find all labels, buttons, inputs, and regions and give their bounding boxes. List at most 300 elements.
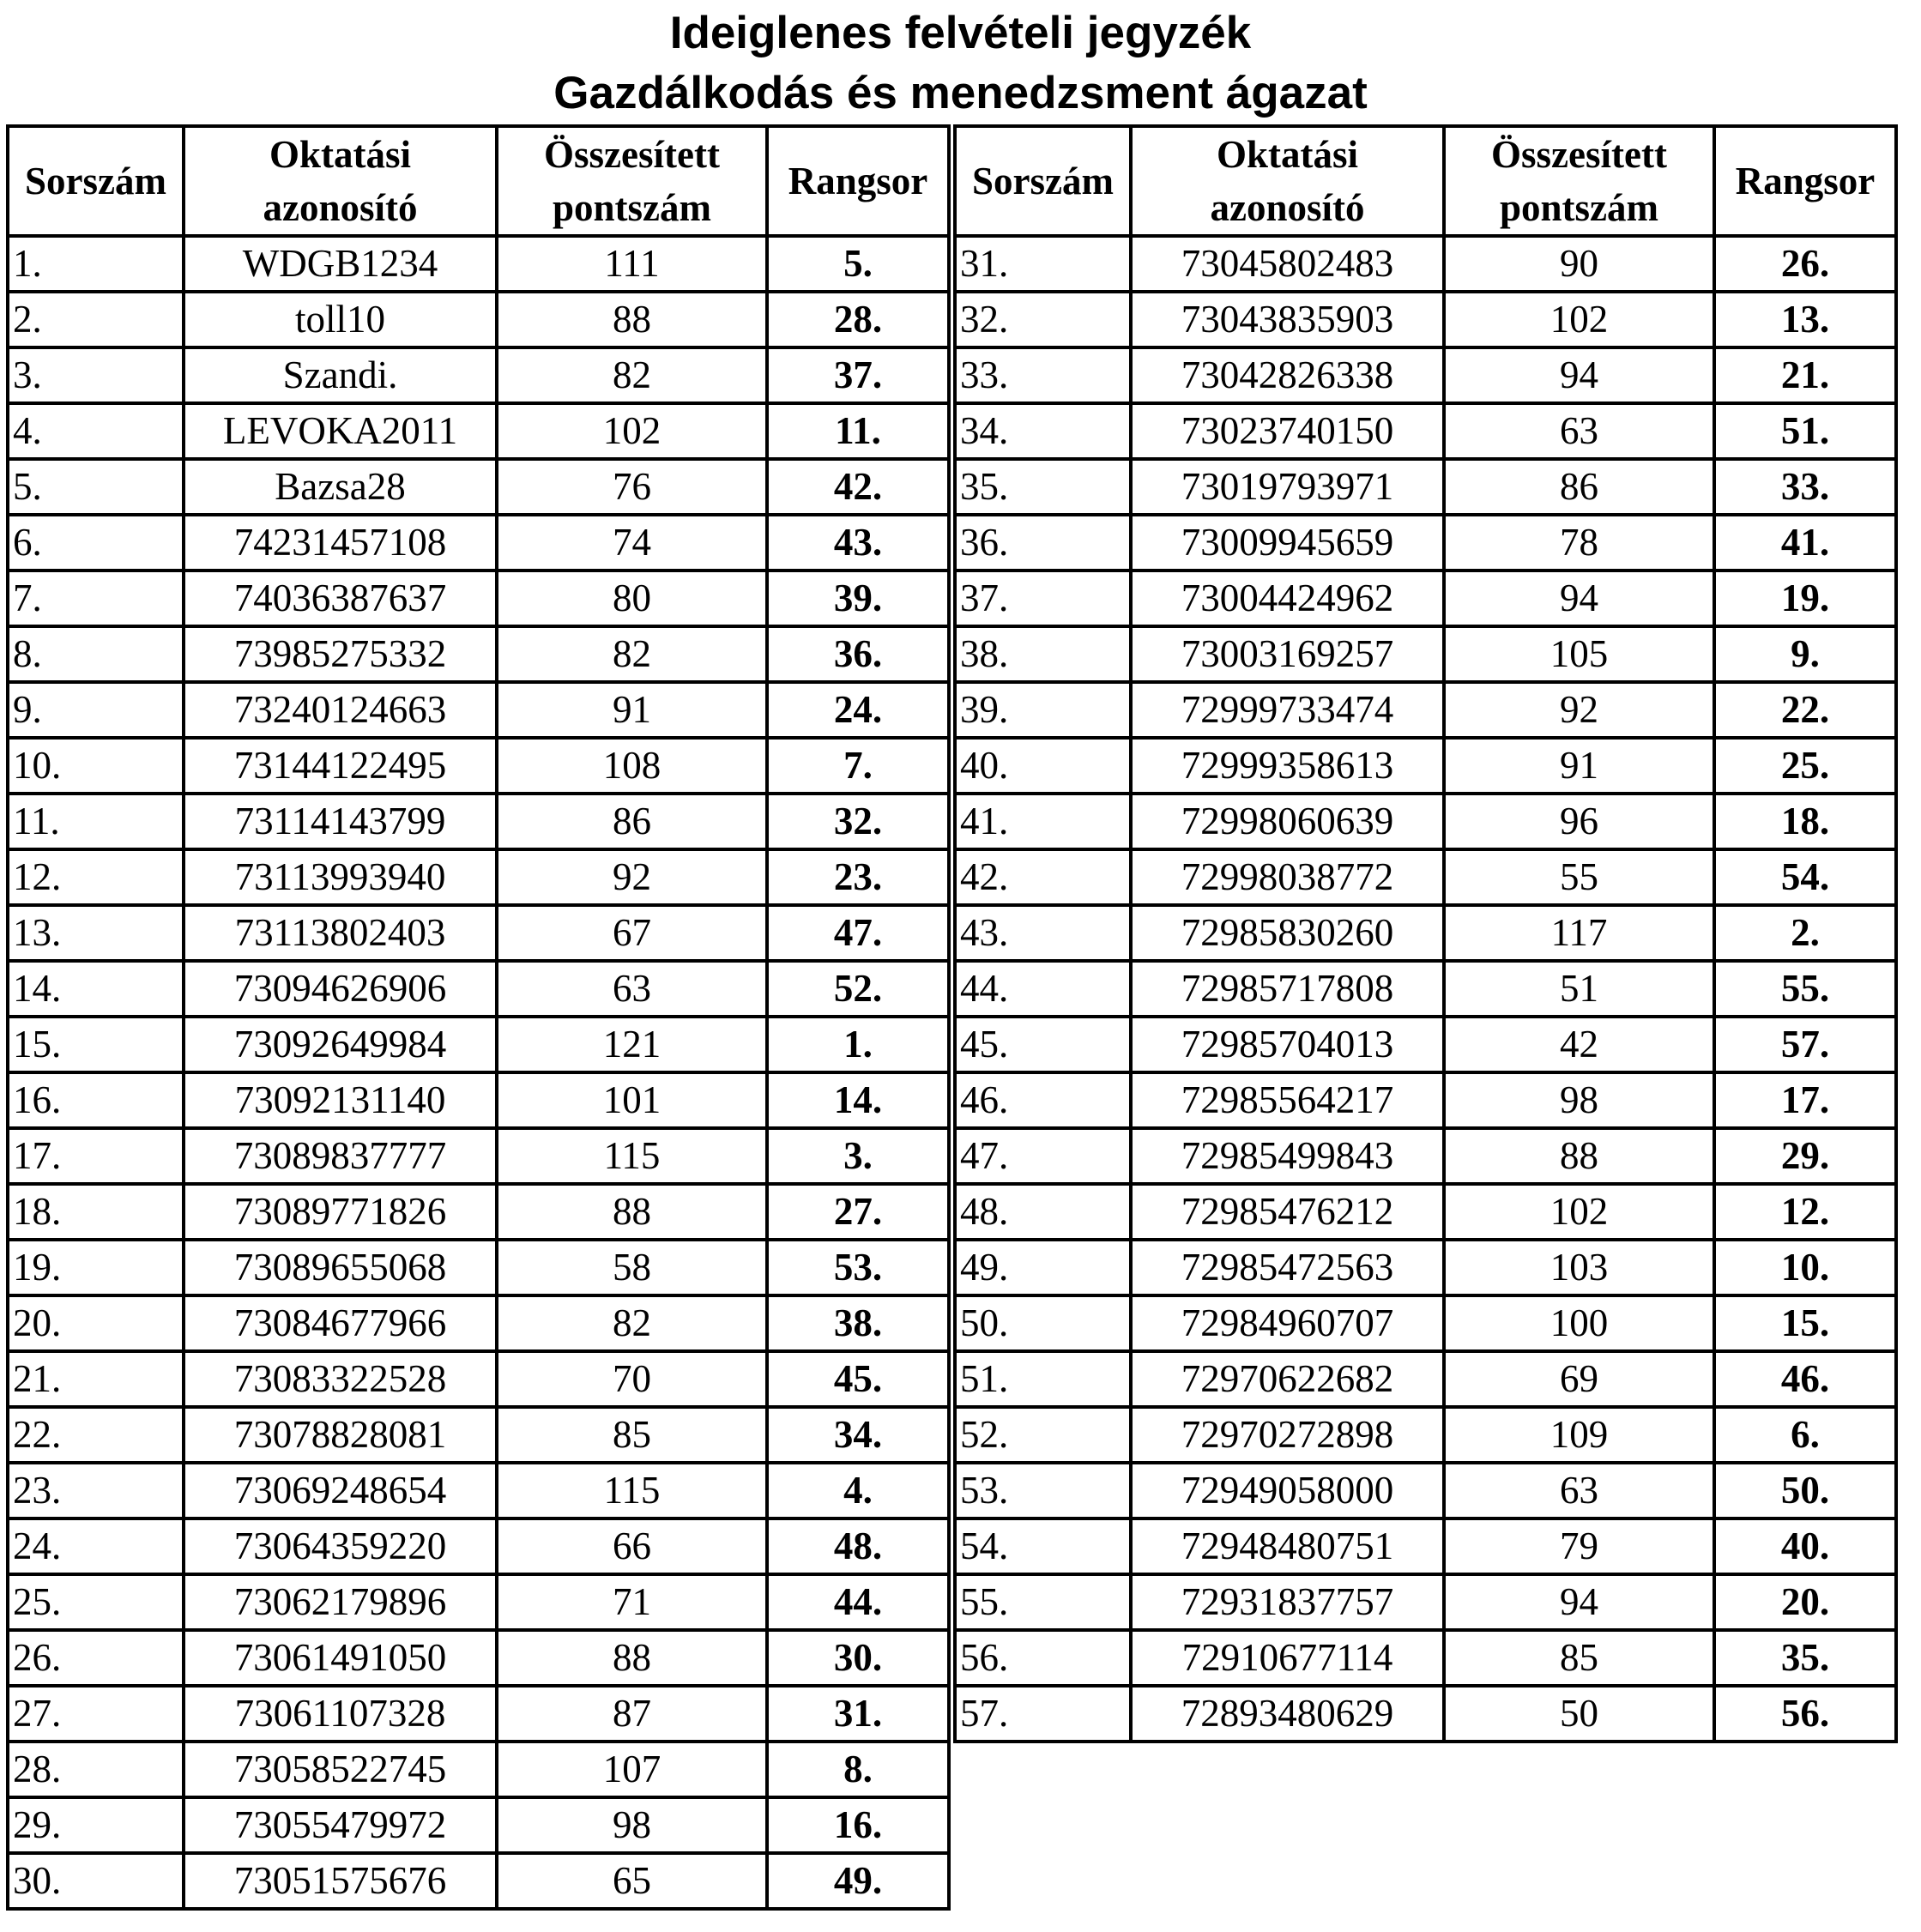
cell-rangsor: 4. [767,1463,949,1518]
cell-oktatasi-azonosito: LEVOKA2011 [184,403,497,459]
cell-rangsor: 14. [767,1072,949,1128]
cell-pontszam: 111 [497,236,767,292]
cell-sorszam: 47. [955,1128,1131,1184]
cell-sorszam: 56. [955,1630,1131,1686]
cell-pontszam: 94 [1444,347,1714,403]
header-sorszam-label: Sorszám [25,160,166,202]
cell-sorszam: 37. [955,571,1131,626]
cell-rangsor: 48. [767,1518,949,1574]
header-oktatasi-line1: Oktatási [269,133,411,176]
table-row [955,626,1896,682]
cell-rangsor: 15. [1714,1295,1896,1351]
cell-oktatasi-azonosito: 73064359220 [184,1518,497,1574]
table-row [955,794,1896,849]
cell-pontszam: 58 [497,1240,767,1295]
table-row [8,1017,949,1072]
cell-sorszam: 15. [8,1017,184,1072]
cell-sorszam: 49. [955,1240,1131,1295]
table-row [955,1574,1896,1630]
cell-sorszam: 53. [955,1463,1131,1518]
cell-sorszam: 36. [955,515,1131,571]
table-row [955,738,1896,794]
table-row [955,1184,1896,1240]
ranking-table-left [6,124,951,1911]
cell-sorszam: 44. [955,961,1131,1017]
cell-rangsor: 53. [767,1240,949,1295]
cell-rangsor: 44. [767,1574,949,1630]
cell-oktatasi-azonosito: 72985717808 [1131,961,1444,1017]
cell-sorszam: 18. [8,1184,184,1240]
cell-oktatasi-azonosito: 72985704013 [1131,1017,1444,1072]
cell-oktatasi-azonosito: toll10 [184,292,497,347]
cell-oktatasi-azonosito: 73051575676 [184,1853,497,1909]
table-row [955,1686,1896,1742]
table-row [955,571,1896,626]
cell-oktatasi-azonosito: 72998038772 [1131,849,1444,905]
cell-oktatasi-azonosito: 73240124663 [184,682,497,738]
cell-pontszam: 105 [1444,626,1714,682]
table-row [8,292,949,347]
cell-sorszam: 34. [955,403,1131,459]
cell-oktatasi-azonosito: 73078828081 [184,1407,497,1463]
cell-pontszam: 82 [497,626,767,682]
table-row [8,1295,949,1351]
cell-oktatasi-azonosito: 73055479972 [184,1797,497,1853]
cell-pontszam: 117 [1444,905,1714,961]
cell-sorszam: 50. [955,1295,1131,1351]
cell-oktatasi-azonosito: 73004424962 [1131,571,1444,626]
cell-oktatasi-azonosito: 73061107328 [184,1686,497,1742]
cell-rangsor: 37. [767,347,949,403]
table-row [8,626,949,682]
cell-pontszam: 63 [497,961,767,1017]
table-row [8,403,949,459]
cell-pontszam: 66 [497,1518,767,1574]
cell-pontszam: 86 [497,794,767,849]
header-rangsor-label: Rangsor [1735,160,1876,202]
cell-oktatasi-azonosito: 73089771826 [184,1184,497,1240]
cell-sorszam: 46. [955,1072,1131,1128]
cell-pontszam: 71 [497,1574,767,1630]
cell-rangsor: 19. [1714,571,1896,626]
cell-rangsor: 41. [1714,515,1896,571]
cell-oktatasi-azonosito: Szandi. [184,347,497,403]
cell-sorszam: 7. [8,571,184,626]
header-row [8,126,949,236]
cell-sorszam: 14. [8,961,184,1017]
cell-sorszam: 13. [8,905,184,961]
cell-rangsor: 25. [1714,738,1896,794]
cell-pontszam: 88 [1444,1128,1714,1184]
cell-sorszam: 28. [8,1742,184,1797]
cell-oktatasi-azonosito: 72985564217 [1131,1072,1444,1128]
cell-pontszam: 55 [1444,849,1714,905]
header-sorszam [8,126,184,236]
cell-pontszam: 50 [1444,1686,1714,1742]
cell-pontszam: 98 [497,1797,767,1853]
cell-pontszam: 101 [497,1072,767,1128]
cell-sorszam: 29. [8,1797,184,1853]
table-row [955,1351,1896,1407]
cell-sorszam: 32. [955,292,1131,347]
cell-sorszam: 12. [8,849,184,905]
header-osszesitett-line2: pontszám [552,186,711,229]
cell-oktatasi-azonosito: 72931837757 [1131,1574,1444,1630]
cell-sorszam: 30. [8,1853,184,1909]
cell-sorszam: 51. [955,1351,1131,1407]
header-rangsor-label: Rangsor [788,160,928,202]
cell-rangsor: 31. [767,1686,949,1742]
cell-rangsor: 39. [767,571,949,626]
cell-sorszam: 4. [8,403,184,459]
table-row [955,1072,1896,1128]
cell-rangsor: 46. [1714,1351,1896,1407]
cell-pontszam: 96 [1444,794,1714,849]
cell-rangsor: 49. [767,1853,949,1909]
cell-pontszam: 80 [497,571,767,626]
table-row [8,905,949,961]
cell-oktatasi-azonosito: 73144122495 [184,738,497,794]
cell-sorszam: 42. [955,849,1131,905]
cell-pontszam: 90 [1444,236,1714,292]
cell-rangsor: 1. [767,1017,949,1072]
cell-oktatasi-azonosito: 72984960707 [1131,1295,1444,1351]
cell-sorszam: 27. [8,1686,184,1742]
header-osszesitett-line2: pontszám [1499,186,1658,229]
cell-rangsor: 20. [1714,1574,1896,1630]
cell-pontszam: 70 [497,1351,767,1407]
cell-sorszam: 38. [955,626,1131,682]
table-row [955,1407,1896,1463]
cell-oktatasi-azonosito: 73023740150 [1131,403,1444,459]
ranking-table-right [953,124,1898,1743]
cell-pontszam: 63 [1444,403,1714,459]
table-row [955,849,1896,905]
cell-rangsor: 32. [767,794,949,849]
cell-rangsor: 8. [767,1742,949,1797]
table-row [955,1630,1896,1686]
cell-pontszam: 87 [497,1686,767,1742]
cell-rangsor: 27. [767,1184,949,1240]
cell-sorszam: 3. [8,347,184,403]
cell-oktatasi-azonosito: 72970622682 [1131,1351,1444,1407]
cell-sorszam: 43. [955,905,1131,961]
header-sorszam-label: Sorszám [972,160,1114,202]
cell-oktatasi-azonosito: 72999733474 [1131,682,1444,738]
header-osszesitett-pontszam [497,126,767,236]
cell-pontszam: 115 [497,1463,767,1518]
table-row [955,1518,1896,1574]
cell-rangsor: 28. [767,292,949,347]
cell-oktatasi-azonosito: 73114143799 [184,794,497,849]
cell-rangsor: 10. [1714,1240,1896,1295]
table-row [8,738,949,794]
cell-sorszam: 35. [955,459,1131,515]
cell-pontszam: 108 [497,738,767,794]
cell-rangsor: 3. [767,1128,949,1184]
cell-sorszam: 41. [955,794,1131,849]
cell-rangsor: 24. [767,682,949,738]
cell-pontszam: 92 [1444,682,1714,738]
cell-rangsor: 43. [767,515,949,571]
cell-rangsor: 29. [1714,1128,1896,1184]
cell-oktatasi-azonosito: 73043835903 [1131,292,1444,347]
cell-oktatasi-azonosito: 73113802403 [184,905,497,961]
header-oktatasi-azonosito [1131,126,1444,236]
table-row [8,515,949,571]
header-oktatasi-line1: Oktatási [1216,133,1358,176]
table-row [8,682,949,738]
cell-oktatasi-azonosito: 73042826338 [1131,347,1444,403]
table-row [955,292,1896,347]
table-row [8,459,949,515]
table-row [8,849,949,905]
cell-rangsor: 54. [1714,849,1896,905]
header-oktatasi-azonosito [184,126,497,236]
cell-pontszam: 94 [1444,571,1714,626]
cell-rangsor: 56. [1714,1686,1896,1742]
cell-rangsor: 17. [1714,1072,1896,1128]
cell-sorszam: 10. [8,738,184,794]
cell-rangsor: 9. [1714,626,1896,682]
table-row [955,459,1896,515]
cell-oktatasi-azonosito: Bazsa28 [184,459,497,515]
header-osszesitett-line1: Összesített [544,133,720,176]
cell-sorszam: 11. [8,794,184,849]
cell-pontszam: 107 [497,1742,767,1797]
table-row [955,1295,1896,1351]
cell-pontszam: 98 [1444,1072,1714,1128]
cell-oktatasi-azonosito: 73094626906 [184,961,497,1017]
header-row [955,126,1896,236]
table-row [955,1017,1896,1072]
cell-sorszam: 5. [8,459,184,515]
cell-rangsor: 47. [767,905,949,961]
cell-rangsor: 30. [767,1630,949,1686]
cell-sorszam: 40. [955,738,1131,794]
table-row [8,1630,949,1686]
cell-pontszam: 115 [497,1128,767,1184]
table-row [955,1240,1896,1295]
table-row [955,236,1896,292]
table-row [955,347,1896,403]
cell-pontszam: 76 [497,459,767,515]
cell-pontszam: 88 [497,1630,767,1686]
cell-sorszam: 54. [955,1518,1131,1574]
cell-rangsor: 11. [767,403,949,459]
header-oktatasi-line2: azonosító [263,186,418,229]
cell-pontszam: 94 [1444,1574,1714,1630]
cell-rangsor: 42. [767,459,949,515]
table-row [955,515,1896,571]
cell-oktatasi-azonosito: 73061491050 [184,1630,497,1686]
cell-rangsor: 34. [767,1407,949,1463]
table-row [8,347,949,403]
cell-pontszam: 67 [497,905,767,961]
cell-oktatasi-azonosito: 73058522745 [184,1742,497,1797]
table-row [955,682,1896,738]
cell-pontszam: 74 [497,515,767,571]
cell-rangsor: 23. [767,849,949,905]
cell-sorszam: 39. [955,682,1131,738]
table-row [8,1742,949,1797]
table-row [955,1463,1896,1518]
cell-pontszam: 102 [1444,1184,1714,1240]
cell-pontszam: 51 [1444,961,1714,1017]
table-row [955,1128,1896,1184]
cell-sorszam: 22. [8,1407,184,1463]
cell-oktatasi-azonosito: 72893480629 [1131,1686,1444,1742]
cell-pontszam: 85 [497,1407,767,1463]
cell-oktatasi-azonosito: 72999358613 [1131,738,1444,794]
table-row [8,1853,949,1909]
cell-sorszam: 17. [8,1128,184,1184]
cell-oktatasi-azonosito: 72985476212 [1131,1184,1444,1240]
cell-oktatasi-azonosito: 72998060639 [1131,794,1444,849]
cell-sorszam: 16. [8,1072,184,1128]
header-oktatasi-line2: azonosító [1210,186,1365,229]
cell-oktatasi-azonosito: 72985499843 [1131,1128,1444,1184]
table-row [8,1574,949,1630]
cell-pontszam: 63 [1444,1463,1714,1518]
table-row [8,1518,949,1574]
table-row [8,1072,949,1128]
table-row [8,1407,949,1463]
cell-pontszam: 91 [497,682,767,738]
cell-oktatasi-azonosito: 72910677114 [1131,1630,1444,1686]
table-row [955,961,1896,1017]
cell-oktatasi-azonosito: 73019793971 [1131,459,1444,515]
cell-rangsor: 6. [1714,1407,1896,1463]
cell-rangsor: 22. [1714,682,1896,738]
header-sorszam [955,126,1131,236]
table-row [8,236,949,292]
cell-oktatasi-azonosito: 72985472563 [1131,1240,1444,1295]
cell-oktatasi-azonosito: 73083322528 [184,1351,497,1407]
cell-oktatasi-azonosito: 72948480751 [1131,1518,1444,1574]
cell-sorszam: 23. [8,1463,184,1518]
cell-pontszam: 78 [1444,515,1714,571]
cell-rangsor: 38. [767,1295,949,1351]
cell-sorszam: 24. [8,1518,184,1574]
cell-oktatasi-azonosito: 73089837777 [184,1128,497,1184]
cell-sorszam: 57. [955,1686,1131,1742]
cell-rangsor: 33. [1714,459,1896,515]
cell-oktatasi-azonosito: 73113993940 [184,849,497,905]
cell-rangsor: 13. [1714,292,1896,347]
cell-rangsor: 7. [767,738,949,794]
cell-rangsor: 21. [1714,347,1896,403]
cell-oktatasi-azonosito: WDGB1234 [184,236,497,292]
cell-pontszam: 42 [1444,1017,1714,1072]
cell-sorszam: 55. [955,1574,1131,1630]
table-row [955,403,1896,459]
table-row [8,571,949,626]
cell-oktatasi-azonosito: 73092649984 [184,1017,497,1072]
cell-pontszam: 79 [1444,1518,1714,1574]
cell-oktatasi-azonosito: 73045802483 [1131,236,1444,292]
cell-pontszam: 102 [1444,292,1714,347]
cell-rangsor: 36. [767,626,949,682]
table-row [8,1128,949,1184]
cell-rangsor: 55. [1714,961,1896,1017]
cell-rangsor: 50. [1714,1463,1896,1518]
cell-oktatasi-azonosito: 73009945659 [1131,515,1444,571]
cell-oktatasi-azonosito: 73985275332 [184,626,497,682]
cell-sorszam: 9. [8,682,184,738]
cell-pontszam: 86 [1444,459,1714,515]
header-osszesitett-pontszam [1444,126,1714,236]
cell-sorszam: 1. [8,236,184,292]
cell-oktatasi-azonosito: 73003169257 [1131,626,1444,682]
cell-sorszam: 2. [8,292,184,347]
page-title: Ideiglenes felvételi jegyzék [669,8,1252,58]
cell-rangsor: 51. [1714,403,1896,459]
header-osszesitett-line1: Összesített [1491,133,1667,176]
cell-pontszam: 91 [1444,738,1714,794]
cell-oktatasi-azonosito: 72949058000 [1131,1463,1444,1518]
cell-rangsor: 18. [1714,794,1896,849]
cell-sorszam: 19. [8,1240,184,1295]
cell-oktatasi-azonosito: 73069248654 [184,1463,497,1518]
header-rangsor [767,126,949,236]
cell-rangsor: 5. [767,236,949,292]
cell-oktatasi-azonosito: 72985830260 [1131,905,1444,961]
cell-sorszam: 6. [8,515,184,571]
table-row [8,1240,949,1295]
cell-oktatasi-azonosito: 73092131140 [184,1072,497,1128]
cell-pontszam: 85 [1444,1630,1714,1686]
cell-rangsor: 52. [767,961,949,1017]
table-row [955,905,1896,961]
cell-oktatasi-azonosito: 74231457108 [184,515,497,571]
table-row [8,961,949,1017]
cell-pontszam: 100 [1444,1295,1714,1351]
cell-oktatasi-azonosito: 74036387637 [184,571,497,626]
cell-sorszam: 52. [955,1407,1131,1463]
table-row [8,1351,949,1407]
cell-rangsor: 35. [1714,1630,1896,1686]
cell-sorszam: 20. [8,1295,184,1351]
cell-oktatasi-azonosito: 73084677966 [184,1295,497,1351]
cell-sorszam: 45. [955,1017,1131,1072]
cell-pontszam: 82 [497,347,767,403]
cell-pontszam: 65 [497,1853,767,1909]
cell-sorszam: 25. [8,1574,184,1630]
cell-oktatasi-azonosito: 72970272898 [1131,1407,1444,1463]
cell-rangsor: 16. [767,1797,949,1853]
cell-pontszam: 69 [1444,1351,1714,1407]
cell-pontszam: 88 [497,292,767,347]
cell-rangsor: 45. [767,1351,949,1407]
cell-sorszam: 48. [955,1184,1131,1240]
cell-pontszam: 103 [1444,1240,1714,1295]
cell-pontszam: 92 [497,849,767,905]
cell-pontszam: 82 [497,1295,767,1351]
cell-pontszam: 121 [497,1017,767,1072]
page-subtitle: Gazdálkodás és menedzsment ágazat [553,68,1368,118]
cell-sorszam: 8. [8,626,184,682]
cell-sorszam: 26. [8,1630,184,1686]
cell-sorszam: 33. [955,347,1131,403]
cell-oktatasi-azonosito: 73062179896 [184,1574,497,1630]
table-row [8,794,949,849]
cell-rangsor: 57. [1714,1017,1896,1072]
cell-rangsor: 26. [1714,236,1896,292]
cell-rangsor: 40. [1714,1518,1896,1574]
cell-rangsor: 12. [1714,1184,1896,1240]
table-row [8,1184,949,1240]
